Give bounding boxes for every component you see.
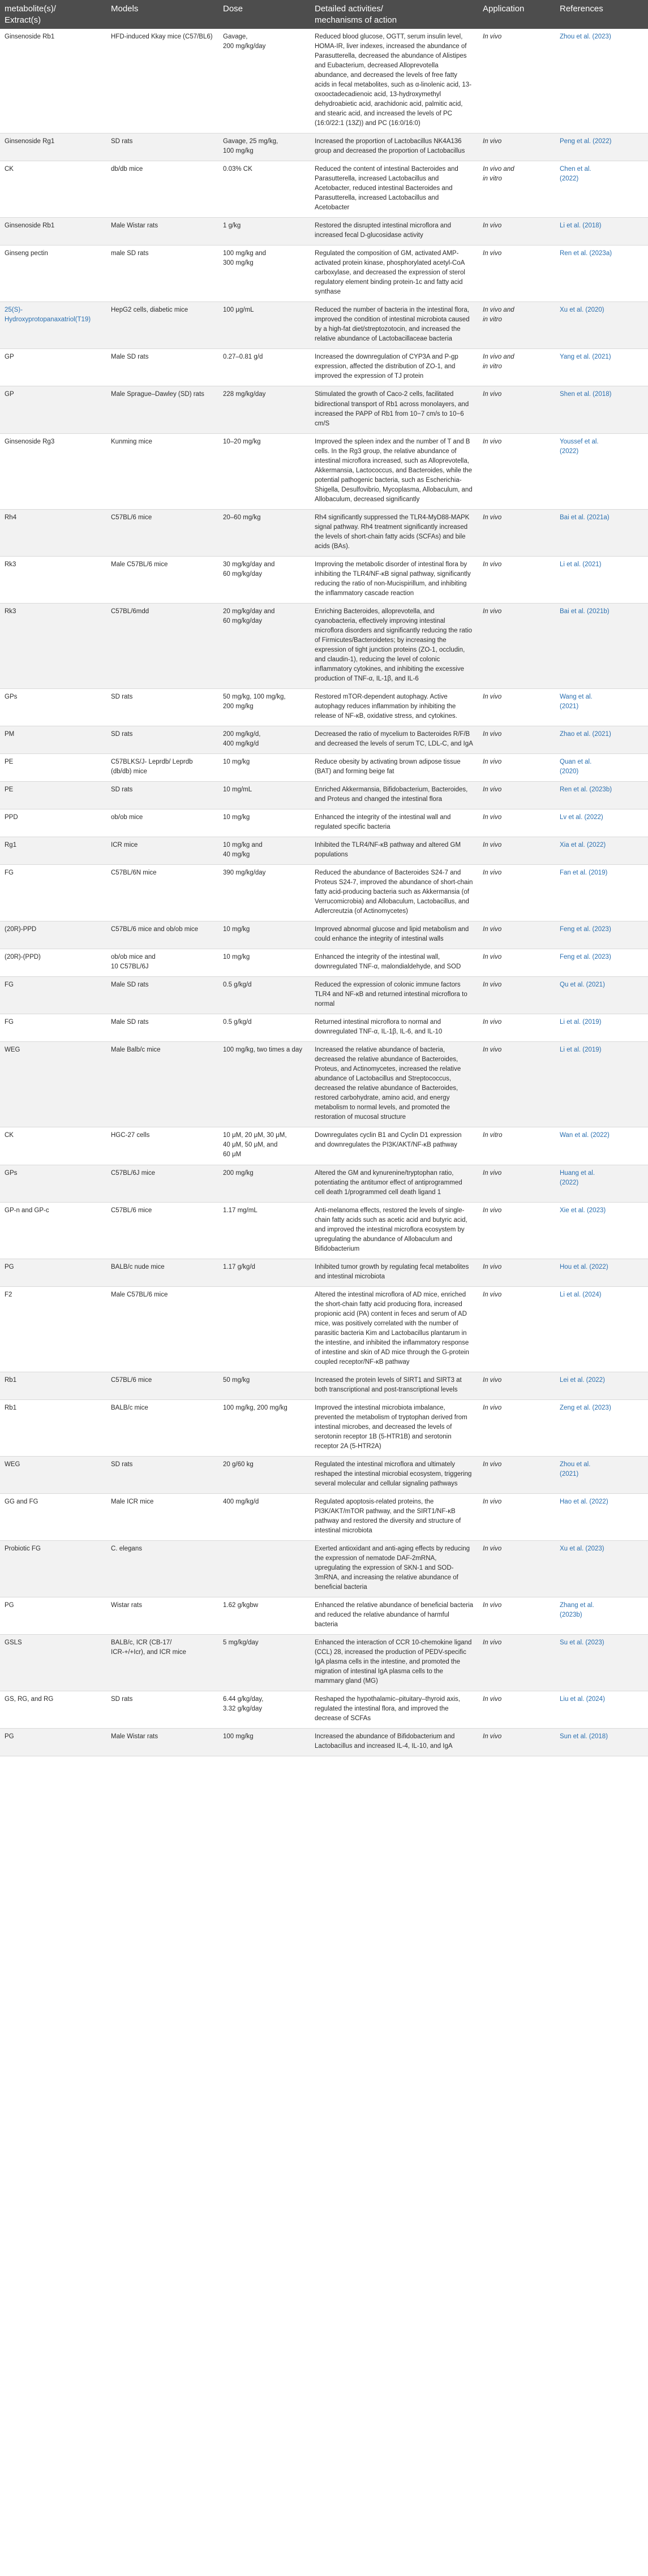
header-row — [0, 0, 648, 29]
cell-activity: Altered the GM and kynurenine/tryptophan ratio, potentiating the antitumor effect of antiprogrammed cell death 1/programmed cell death ligand 1 — [310, 1165, 478, 1202]
header-application: Application — [478, 0, 555, 29]
cell-metabolite: Rb1 — [0, 1399, 106, 1456]
cell-model: HGC-27 cells — [106, 1127, 218, 1165]
cell-activity: Improved the spleen index and the number of T and B cells. In the Rg3 group, the relative abundance of intestinal microflora increased, such as Alloprevotella, Akkermansia, Lactococcus, and Bacteroides, while the potential pathogenic bacteria, such as Escherichia-Shigella, Desulfovibrio, Mycoplasma, Allobaculum, and Allobaculum, decreased significantly — [310, 433, 478, 509]
cell-reference[interactable]: Youssef et al. (2022) — [555, 433, 648, 509]
cell-application: In vivo — [478, 1259, 555, 1286]
cell-dose: 100 mg/kg, 200 mg/kg — [218, 1399, 310, 1456]
table-row — [0, 433, 648, 509]
cell-activity: Enriched Akkermansia, Bifidobacterium, Bacteroides, and Proteus and changed the intestinal flora — [310, 782, 478, 809]
cell-dose: 1 g/kg — [218, 218, 310, 245]
cell-dose: 0.27–0.81 g/d — [218, 349, 310, 386]
cell-metabolite: GP — [0, 349, 106, 386]
cell-reference[interactable]: Zeng et al. (2023) — [555, 1399, 648, 1456]
cell-reference[interactable]: Bai et al. (2021a) — [555, 509, 648, 556]
cell-metabolite: FG — [0, 977, 106, 1014]
cell-model: C57BL/6 mice — [106, 1372, 218, 1399]
cell-application: In vivo and in vitro — [478, 302, 555, 349]
cell-metabolite: Ginseng pectin — [0, 245, 106, 302]
cell-model: BALB/c mice — [106, 1399, 218, 1456]
cell-activity: Regulated apoptosis-related proteins, the PI3K/AKT/mTOR pathway, and the SIRT1/NF-κB pathway and restored the diversity and structure of intestinal microbiota — [310, 1493, 478, 1540]
cell-application: In vitro — [478, 1127, 555, 1165]
cell-activity: Restored mTOR-dependent autophagy. Active autophagy reduces inflammation by inhibiting the release of NF-κB, oxidative stress, and cytokines. — [310, 688, 478, 726]
header-models: Models — [106, 0, 218, 29]
cell-activity: Improved abnormal glucose and lipid metabolism and could enhance the integrity of intestinal walls — [310, 921, 478, 949]
cell-application: In vivo — [478, 1165, 555, 1202]
cell-application: In vivo — [478, 1014, 555, 1042]
cell-activity: Regulated the composition of GM, activated AMP-activated protein kinase, phosphorylated acetyl-CoA carboxylase, and decreased the expression of sterol regulatory element binding protein-1c and fatty acid synthase — [310, 245, 478, 302]
cell-dose — [218, 1541, 310, 1597]
cell-activity: Altered the intestinal microflora of AD mice, enriched the short-chain fatty acid producing flora, increased propionic acid (PA) content in feces and serum of AD mice, was positively correlated with the number of parasitic bacteria Kim and Lactobacillus plantarum in the intestine, and inhibited the inflammatory response of intestine and skin of AD mice through the G-protein coupled receptor/NF-κB pathway — [310, 1286, 478, 1372]
table-row — [0, 1372, 648, 1399]
cell-reference[interactable]: Liu et al. (2024) — [555, 1691, 648, 1729]
cell-reference[interactable]: Qu et al. (2021) — [555, 977, 648, 1014]
cell-reference[interactable]: Li et al. (2018) — [555, 218, 648, 245]
table-row — [0, 726, 648, 753]
cell-model: C57BL/6J mice — [106, 1165, 218, 1202]
cell-metabolite: GPs — [0, 1165, 106, 1202]
cell-dose: 100 μg/mL — [218, 302, 310, 349]
cell-application: In vivo — [478, 949, 555, 977]
cell-application: In vivo — [478, 688, 555, 726]
cell-application: In vivo — [478, 509, 555, 556]
table-row — [0, 1729, 648, 1756]
cell-reference[interactable]: Zhang et al. (2023b) — [555, 1597, 648, 1635]
cell-dose: 1.17 g/kg/d — [218, 1259, 310, 1286]
cell-activity: Restored the disrupted intestinal microflora and increased fecal D-glucosidase activity — [310, 218, 478, 245]
cell-reference[interactable]: Zhou et al. (2023) — [555, 29, 648, 133]
cell-dose: 10 mg/kg — [218, 809, 310, 837]
table-row — [0, 386, 648, 433]
cell-reference[interactable]: Ren et al. (2023a) — [555, 245, 648, 302]
cell-model: C57BL/6mdd — [106, 603, 218, 688]
cell-reference[interactable]: Xu et al. (2023) — [555, 1541, 648, 1597]
cell-application: In vivo — [478, 1541, 555, 1597]
table-row — [0, 29, 648, 133]
cell-dose: 390 mg/kg/day — [218, 865, 310, 921]
cell-metabolite: PG — [0, 1597, 106, 1635]
cell-reference[interactable]: Xu et al. (2020) — [555, 302, 648, 349]
cell-reference[interactable]: Yang et al. (2021) — [555, 349, 648, 386]
cell-application: In vivo — [478, 782, 555, 809]
table-row — [0, 949, 648, 977]
cell-metabolite: Ginsenoside Rb1 — [0, 218, 106, 245]
cell-dose: 10 mg/kg — [218, 949, 310, 977]
cell-activity: Improving the metabolic disorder of intestinal flora by inhibiting the TLR4/NF-κB signal pathway, significantly reducing the ratio of non-Mucispirillum, and inhibiting the inflammatory cascade reaction — [310, 556, 478, 603]
cell-activity: Stimulated the growth of Caco-2 cells, facilitated bidirectional transport of Rb1 across monolayers, and increased the PAPP of Rb1 from 10−7 cm/s to 10−6 cm/S — [310, 386, 478, 433]
cell-reference[interactable]: Shen et al. (2018) — [555, 386, 648, 433]
cell-metabolite: PG — [0, 1259, 106, 1286]
cell-model: SD rats — [106, 688, 218, 726]
table-row — [0, 1456, 648, 1493]
cell-reference[interactable]: Feng et al. (2023) — [555, 921, 648, 949]
cell-dose: 50 mg/kg — [218, 1372, 310, 1399]
cell-dose: 228 mg/kg/day — [218, 386, 310, 433]
cell-dose: 100 mg/kg — [218, 1729, 310, 1756]
cell-metabolite: CK — [0, 161, 106, 218]
cell-activity: Reduced the content of intestinal Bacteroides and Parasutterella, increased Lactobacillus and Acetobacter, reduced intestinal Bacteroides and Parasutterella, increased Lactobacillus and Acetobacter — [310, 161, 478, 218]
table-row — [0, 1597, 648, 1635]
cell-metabolite: PE — [0, 753, 106, 781]
cell-metabolite: GP-n and GP-c — [0, 1202, 106, 1259]
cell-application: In vivo — [478, 1493, 555, 1540]
cell-metabolite: Ginsenoside Rg3 — [0, 433, 106, 509]
cell-metabolite: Rb1 — [0, 1372, 106, 1399]
cell-application: In vivo — [478, 1042, 555, 1127]
header-metabolite: metabolite(s)/ Extract(s) — [0, 0, 106, 29]
cell-reference[interactable]: Bai et al. (2021b) — [555, 603, 648, 688]
cell-reference[interactable]: Huang et al. (2022) — [555, 1165, 648, 1202]
cell-model: SD rats — [106, 1456, 218, 1493]
cell-model: C57BL/6N mice — [106, 865, 218, 921]
cell-application: In vivo — [478, 1691, 555, 1729]
table-row — [0, 782, 648, 809]
cell-dose: 10 μM, 20 μM, 30 μM, 40 μM, 50 μM, and 60 μM — [218, 1127, 310, 1165]
cell-metabolite: PM — [0, 726, 106, 753]
cell-metabolite: Ginsenoside Rg1 — [0, 133, 106, 161]
table-row — [0, 688, 648, 726]
cell-reference[interactable]: Zhou et al. (2021) — [555, 1456, 648, 1493]
cell-application: In vivo — [478, 245, 555, 302]
cell-dose: 5 mg/kg/day — [218, 1635, 310, 1691]
table-row — [0, 556, 648, 603]
cell-activity: Increased the downregulation of CYP3A and P-gp expression, affected the distribution of ZO-1, and improved the expression of TJ protein — [310, 349, 478, 386]
cell-metabolite: F2 — [0, 1286, 106, 1372]
cell-model: Kunming mice — [106, 433, 218, 509]
cell-activity: Increased the abundance of Bifidobacterium and Lactobacillus and increased IL-4, IL-10, and IgA — [310, 1729, 478, 1756]
cell-activity: Enhanced the relative abundance of beneficial bacteria and reduced the relative abundance of harmful bacteria — [310, 1597, 478, 1635]
cell-dose: 10–20 mg/kg — [218, 433, 310, 509]
cell-dose: 400 mg/kg/d — [218, 1493, 310, 1540]
cell-activity: Rh4 significantly suppressed the TLR4-MyD88-MAPK signal pathway. Rh4 treatment significantly increased the levels of short-chain fatty acids (SCFAs) and bile acids (BAs). — [310, 509, 478, 556]
cell-application: In vivo — [478, 1729, 555, 1756]
cell-reference[interactable]: Lei et al. (2022) — [555, 1372, 648, 1399]
header-dose: Dose — [218, 0, 310, 29]
cell-model: Male Wistar rats — [106, 218, 218, 245]
cell-dose: 100 mg/kg and 300 mg/kg — [218, 245, 310, 302]
cell-application: In vivo — [478, 1286, 555, 1372]
cell-model: Male SD rats — [106, 977, 218, 1014]
table-row — [0, 218, 648, 245]
cell-reference[interactable]: Xia et al. (2022) — [555, 837, 648, 865]
cell-application: In vivo — [478, 1372, 555, 1399]
table-row — [0, 1493, 648, 1540]
header-references: References — [555, 0, 648, 29]
table-row — [0, 809, 648, 837]
cell-model: ob/ob mice and 10 C57BL/6J — [106, 949, 218, 977]
cell-metabolite: PG — [0, 1729, 106, 1756]
table-row — [0, 1202, 648, 1259]
cell-model: SD rats — [106, 133, 218, 161]
cell-dose: 200 mg/kg — [218, 1165, 310, 1202]
cell-dose: 20 mg/kg/day and 60 mg/kg/day — [218, 603, 310, 688]
cell-reference[interactable]: Hao et al. (2022) — [555, 1493, 648, 1540]
cell-model: Male C57BL/6 mice — [106, 1286, 218, 1372]
cell-application: In vivo — [478, 1399, 555, 1456]
cell-reference[interactable]: Wan et al. (2022) — [555, 1127, 648, 1165]
cell-application: In vivo — [478, 1597, 555, 1635]
cell-dose: 1.17 mg/mL — [218, 1202, 310, 1259]
cell-reference[interactable]: Su et al. (2023) — [555, 1635, 648, 1691]
cell-dose — [218, 1286, 310, 1372]
cell-dose: Gavage, 200 mg/kg/day — [218, 29, 310, 133]
cell-activity: Increased the protein levels of SIRT1 and SIRT3 at both transcriptional and post-transcriptional levels — [310, 1372, 478, 1399]
cell-dose: 100 mg/kg, two times a day — [218, 1042, 310, 1127]
cell-reference[interactable]: Xie et al. (2023) — [555, 1202, 648, 1259]
cell-reference[interactable]: Hou et al. (2022) — [555, 1259, 648, 1286]
cell-metabolite: Probiotic FG — [0, 1541, 106, 1597]
cell-dose: 20–60 mg/kg — [218, 509, 310, 556]
cell-metabolite: GS, RG, and RG — [0, 1691, 106, 1729]
cell-activity: Inhibited the TLR4/NF-κB pathway and altered GM populations — [310, 837, 478, 865]
cell-application: In vivo — [478, 809, 555, 837]
table-row — [0, 302, 648, 349]
cell-activity: Increased the relative abundance of bacteria, decreased the relative abundance of Bacteroides, Proteus, and Actinomycetes, increased the relative abundance of Lactobacillus and Streptococcus, decreased the relative abundance of Bacteroides, restored carbohydrate, amino acid, and energy metabolism to normal levels, and promoted the restoration of mucosal structure — [310, 1042, 478, 1127]
cell-model: Male ICR mice — [106, 1493, 218, 1540]
table-row — [0, 1127, 648, 1165]
table-row — [0, 245, 648, 302]
table-row — [0, 1014, 648, 1042]
cell-reference[interactable]: Fan et al. (2019) — [555, 865, 648, 921]
cell-metabolite: PPD — [0, 809, 106, 837]
cell-model: Male Balb/c mice — [106, 1042, 218, 1127]
cell-application: In vivo — [478, 133, 555, 161]
cell-dose: 200 mg/kg/d, 400 mg/kg/d — [218, 726, 310, 753]
cell-activity: Reduced the abundance of Bacteroides S24-7 and Proteus S24-7, improved the abundance of short-chain fatty acid-producing bacteria such as Akkermansia (of Verrucomicrobia) and Allobaculum, Lactobacillus, and Adlercreutzia (of Actinomycetes) — [310, 865, 478, 921]
cell-metabolite: Ginsenoside Rb1 — [0, 29, 106, 133]
cell-metabolite: Rk3 — [0, 603, 106, 688]
table-row — [0, 753, 648, 781]
cell-reference[interactable]: Quan et al. (2020) — [555, 753, 648, 781]
cell-metabolite: WEG — [0, 1042, 106, 1127]
cell-dose: 0.03% CK — [218, 161, 310, 218]
cell-application: In vivo — [478, 865, 555, 921]
cell-metabolite: FG — [0, 1014, 106, 1042]
cell-metabolite: WEG — [0, 1456, 106, 1493]
cell-model: Male C57BL/6 mice — [106, 556, 218, 603]
cell-reference[interactable]: Peng et al. (2022) — [555, 133, 648, 161]
cell-metabolite: 25(S)- Hydroxyprotopanaxatriol(T19) — [0, 302, 106, 349]
cell-application: In vivo — [478, 218, 555, 245]
cell-activity: Anti-melanoma effects, restored the levels of single-chain fatty acids such as acetic acid and butyric acid, and improved the intestinal microflora ecosystem by upregulating the abundance of Allobaculum and Bifidobacterium — [310, 1202, 478, 1259]
cell-dose: 50 mg/kg, 100 mg/kg, 200 mg/kg — [218, 688, 310, 726]
cell-application: In vivo and in vitro — [478, 161, 555, 218]
cell-activity: Inhibited tumor growth by regulating fecal metabolites and intestinal microbiota — [310, 1259, 478, 1286]
cell-model: BALB/c, ICR (CB-17/ ICR-+/+Icr), and ICR mice — [106, 1635, 218, 1691]
table-row — [0, 1042, 648, 1127]
cell-reference[interactable]: Lv et al. (2022) — [555, 809, 648, 837]
cell-metabolite: GPs — [0, 688, 106, 726]
cell-application: In vivo and in vitro — [478, 349, 555, 386]
cell-application: In vivo — [478, 921, 555, 949]
table-row — [0, 1259, 648, 1286]
table-row — [0, 1165, 648, 1202]
table-row — [0, 161, 648, 218]
header-activities: Detailed activities/ mechanisms of action — [310, 0, 478, 29]
cell-reference[interactable]: Feng et al. (2023) — [555, 949, 648, 977]
cell-metabolite: Rh4 — [0, 509, 106, 556]
cell-model: Wistar rats — [106, 1597, 218, 1635]
cell-model: C57BLKS/J- Leprdb/ Leprdb (db/db) mice — [106, 753, 218, 781]
table-row — [0, 603, 648, 688]
cell-model: ICR mice — [106, 837, 218, 865]
table-row — [0, 133, 648, 161]
cell-reference[interactable]: Sun et al. (2018) — [555, 1729, 648, 1756]
cell-model: BALB/c nude mice — [106, 1259, 218, 1286]
cell-activity: Enhanced the integrity of the intestinal wall and regulated specific bacteria — [310, 809, 478, 837]
table-row — [0, 1691, 648, 1729]
cell-metabolite: GP — [0, 386, 106, 433]
cell-model: SD rats — [106, 726, 218, 753]
cell-activity: Reduced the expression of colonic immune factors TLR4 and NF-κB and returned intestinal microflora to normal — [310, 977, 478, 1014]
cell-activity: Regulated the intestinal microflora and ultimately reshaped the intestinal microbial ecosystem, triggering several molecular and cellular signaling pathways — [310, 1456, 478, 1493]
table-row — [0, 1399, 648, 1456]
cell-model: SD rats — [106, 1691, 218, 1729]
cell-model: Male Sprague–Dawley (SD) rats — [106, 386, 218, 433]
table-row — [0, 509, 648, 556]
cell-metabolite: Rk3 — [0, 556, 106, 603]
cell-model: HFD-induced Kkay mice (C57/BL6) — [106, 29, 218, 133]
cell-dose: 0.5 g/kg/d — [218, 977, 310, 1014]
cell-metabolite: CK — [0, 1127, 106, 1165]
cell-reference[interactable]: Ren et al. (2023b) — [555, 782, 648, 809]
cell-activity: Reduced the number of bacteria in the intestinal flora, improved the condition of intestinal microbiota caused by a high-fat diet/streptozotocin, and increased the relative abundance of Lactobacillaceae bacteria — [310, 302, 478, 349]
cell-dose: 30 mg/kg/day and 60 mg/kg/day — [218, 556, 310, 603]
table-row — [0, 837, 648, 865]
cell-activity: Enriching Bacteroides, alloprevotella, and cyanobacteria, effectively improving intestinal microflora disorders and significantly reducing the ratio of Firmicutes/Bacteroidetes; by increasing the expression of tight junction proteins (ZO-1, occludin, and claudin-1), reducing the level of colonic inflammatory cytokines, and inhibiting the excessive production of TNF-α, IL-1β, and IL-6 — [310, 603, 478, 688]
cell-activity: Exerted antioxidant and anti-aging effects by reducing the expression of nematode DAF-2mRNA, upregulating the expression of SKN-1 and SOD-3mRNA, and increasing the relative abundance of beneficial bacteria — [310, 1541, 478, 1597]
cell-activity: Reduced blood glucose, OGTT, serum insulin level, HOMA-IR, liver indexes, increased the abundance of Parasutterella, decreased the abundance of Alistipes and Eubacterium, decreased Alloprevotella abundance, and decreased the levels of free fatty acids in fecal metabolites, such as α-linolenic acid, 13-oxooctadecadienoic acid, 13-hydroxymethyl dehydroabietic acid, arachidonic acid, palmitic acid, and stearic acid, and increased the levels of PC (16:0/22:1 (13Z)) and PC (16:0/16:0) — [310, 29, 478, 133]
table-row — [0, 977, 648, 1014]
cell-model: Male SD rats — [106, 349, 218, 386]
cell-dose: 6.44 g/kg/day, 3.32 g/kg/day — [218, 1691, 310, 1729]
cell-model: Male Wistar rats — [106, 1729, 218, 1756]
cell-model: Male SD rats — [106, 1014, 218, 1042]
cell-reference[interactable]: Li et al. (2019) — [555, 1042, 648, 1127]
cell-metabolite: Rg1 — [0, 837, 106, 865]
cell-activity: Enhanced the interaction of CCR 10-chemokine ligand (CCL) 28, increased the production of PEDV-specific IgA plasma cells in the intestine, and promoted the migration of intestinal IgA plasma cells to the mammary gland (MG) — [310, 1635, 478, 1691]
cell-metabolite: GG and FG — [0, 1493, 106, 1540]
cell-application: In vivo — [478, 753, 555, 781]
cell-activity: Reshaped the hypothalamic–pituitary–thyroid axis, regulated the intestinal flora, and improved the decrease of SCFAs — [310, 1691, 478, 1729]
cell-activity: Decreased the ratio of mycelium to Bacteroides R/F/B and decreased the levels of serum TC, LDL-C, and IgA — [310, 726, 478, 753]
cell-model: db/db mice — [106, 161, 218, 218]
cell-reference[interactable]: Wang et al. (2021) — [555, 688, 648, 726]
cell-model: C57BL/6 mice — [106, 1202, 218, 1259]
cell-application: In vivo — [478, 556, 555, 603]
cell-model: C. elegans — [106, 1541, 218, 1597]
cell-application: In vivo — [478, 726, 555, 753]
table-row — [0, 921, 648, 949]
table-row — [0, 349, 648, 386]
cell-dose: 20 g/60 kg — [218, 1456, 310, 1493]
cell-application: In vivo — [478, 837, 555, 865]
cell-application: In vivo — [478, 603, 555, 688]
cell-application: In vivo — [478, 1202, 555, 1259]
cell-reference[interactable]: Zhao et al. (2021) — [555, 726, 648, 753]
table-row — [0, 1286, 648, 1372]
cell-dose: 10 mg/kg and 40 mg/kg — [218, 837, 310, 865]
cell-dose: 10 mg/kg — [218, 921, 310, 949]
cell-activity: Returned intestinal microflora to normal and downregulated TNF-α, IL-1β, IL-6, and IL-10 — [310, 1014, 478, 1042]
cell-dose: 10 mg/kg — [218, 753, 310, 781]
table-row — [0, 1541, 648, 1597]
cell-application: In vivo — [478, 977, 555, 1014]
cell-model: ob/ob mice — [106, 809, 218, 837]
cell-activity: Increased the proportion of Lactobacillus NK4A136 group and decreased the proportion of Lactobacillus — [310, 133, 478, 161]
cell-dose: 10 mg/mL — [218, 782, 310, 809]
cell-application: In vivo — [478, 386, 555, 433]
cell-dose: Gavage, 25 mg/kg, 100 mg/kg — [218, 133, 310, 161]
cell-application: In vivo — [478, 29, 555, 133]
cell-model: C57BL/6 mice and ob/ob mice — [106, 921, 218, 949]
cell-application: In vivo — [478, 433, 555, 509]
cell-model: HepG2 cells, diabetic mice — [106, 302, 218, 349]
table-row — [0, 865, 648, 921]
cell-dose: 1.62 g/kgbw — [218, 1597, 310, 1635]
cell-model: C57BL/6 mice — [106, 509, 218, 556]
cell-reference[interactable]: Li et al. (2021) — [555, 556, 648, 603]
cell-reference[interactable]: Li et al. (2024) — [555, 1286, 648, 1372]
cell-activity: Enhanced the integrity of the intestinal wall, downregulated TNF-α, malondialdehyde, and SOD — [310, 949, 478, 977]
cell-activity: Improved the intestinal microbiota imbalance, prevented the metabolism of tryptophan derived from intestinal microbes, and decreased the levels of serotonin receptor 1B (5-HTR1B) and serotonin receptor 2A (5-HTR2A) — [310, 1399, 478, 1456]
cell-model: male SD rats — [106, 245, 218, 302]
cell-dose: 0.5 g/kg/d — [218, 1014, 310, 1042]
cell-metabolite: FG — [0, 865, 106, 921]
cell-activity: Reduce obesity by activating brown adipose tissue (BAT) and forming beige fat — [310, 753, 478, 781]
cell-metabolite: (20R)-PPD — [0, 921, 106, 949]
cell-reference[interactable]: Li et al. (2019) — [555, 1014, 648, 1042]
cell-reference[interactable]: Chen et al. (2022) — [555, 161, 648, 218]
cell-metabolite: PE — [0, 782, 106, 809]
cell-metabolite: (20R)-(PPD) — [0, 949, 106, 977]
cell-metabolite: GSLS — [0, 1635, 106, 1691]
table-row — [0, 1635, 648, 1691]
cell-activity: Downregulates cyclin B1 and Cyclin D1 expression and downregulates the PI3K/AKT/NF-κB pathway — [310, 1127, 478, 1165]
cell-application: In vivo — [478, 1456, 555, 1493]
cell-application: In vivo — [478, 1635, 555, 1691]
cell-model: SD rats — [106, 782, 218, 809]
